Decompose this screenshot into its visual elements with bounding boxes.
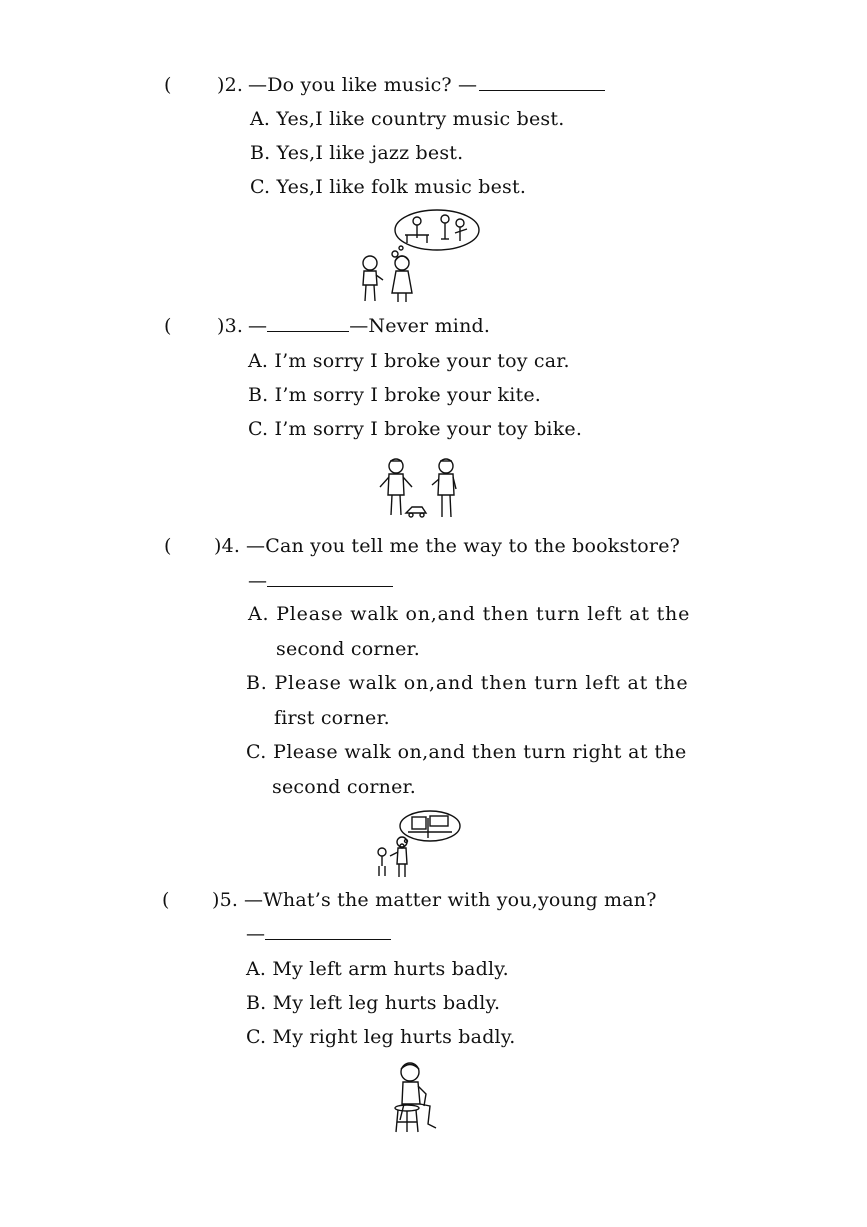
option-c: C. Please walk on,and then turn right at the (246, 741, 687, 763)
answer-line: — (248, 569, 393, 593)
question-number: )2. (217, 74, 244, 96)
option-c-continued: second corner. (272, 776, 416, 798)
two-boys-broken-toy-car-icon (378, 455, 468, 529)
question-stem: —Do you like music? — (248, 73, 605, 97)
option-a: A. My left arm hurts badly. (246, 958, 509, 980)
answer-bracket[interactable]: ( (164, 74, 172, 96)
answer-bracket[interactable]: ( (164, 535, 172, 557)
option-c: C. Yes,I like folk music best. (250, 176, 527, 198)
answer-bracket[interactable]: ( (162, 889, 170, 911)
boy-on-stool-holding-knee-icon (390, 1060, 445, 1144)
boy-and-girl-thinking-of-band-icon (355, 205, 485, 309)
question-stem: —What’s the matter with you,young man? (244, 889, 657, 911)
option-b: B. Please walk on,and then turn left at the (246, 672, 689, 694)
answer-line: — (246, 922, 391, 946)
option-c: C. I’m sorry I broke your toy bike. (248, 418, 583, 440)
question-number: )4. (214, 535, 241, 557)
answer-blank[interactable] (265, 925, 391, 940)
question-number: )5. (212, 889, 239, 911)
option-c: C. My right leg hurts badly. (246, 1026, 516, 1048)
answer-blank[interactable] (267, 317, 349, 332)
answer-bracket[interactable]: ( (164, 315, 172, 337)
option-b: B. My left leg hurts badly. (246, 992, 501, 1014)
option-a-continued: second corner. (276, 638, 420, 660)
option-b: B. I’m sorry I broke your kite. (248, 384, 542, 406)
option-a: A. I’m sorry I broke your toy car. (248, 350, 570, 372)
answer-blank[interactable] (267, 572, 393, 587)
option-a: A. Yes,I like country music best. (250, 108, 565, 130)
answer-blank[interactable] (479, 76, 605, 91)
question-stem: —Can you tell me the way to the bookstore? (246, 535, 681, 557)
question-stem: — —Never mind. (248, 315, 491, 337)
boy-and-man-thinking-of-map-icon (372, 808, 467, 882)
option-b: B. Yes,I like jazz best. (250, 142, 464, 164)
question-number: )3. (217, 315, 244, 337)
option-a: A. Please walk on,and then turn left at the (248, 603, 691, 625)
option-b-continued: first corner. (274, 707, 390, 729)
